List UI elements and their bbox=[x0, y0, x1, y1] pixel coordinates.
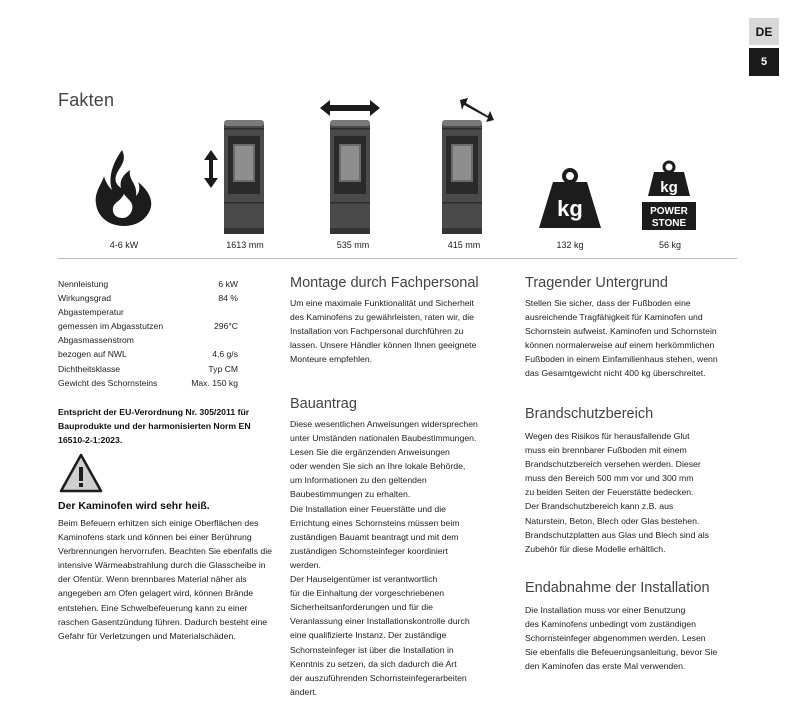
spec-row: Wirkungsgrad 84 % bbox=[58, 293, 238, 304]
facts-title: Fakten bbox=[58, 90, 115, 110]
endabnahme-text: Die Installation muss vor einer Benutzung des Kaminofens unbedingt vom zuständigen Schornsteinfeger abgenommen werden. Lesen Sie ebenfalls die Befeuerungsanleitung, bevor Sie den Kaminofen das erste Mal verwenden. bbox=[525, 605, 718, 672]
spec-table bbox=[58, 277, 238, 390]
stove-height-icon bbox=[198, 118, 270, 241]
untergrund-title: Tragender Untergrund bbox=[525, 275, 668, 291]
page-number: 5 bbox=[749, 48, 779, 76]
fact-label-power: 4-6 kW bbox=[109, 240, 139, 250]
spec-row: Abgastemperatur bbox=[58, 307, 124, 318]
bauantrag-text: Diese wesentlichen Anweisungen widersprechen unter Umständen nationalen Baubestimmungen. Lesen Sie die ergänzenden Anweisungen oder wenden Sie sich an Ihre lokale Behörde, um Informationen zu den geltenden Baubestimmungen zu erhalten. Die Installation einer Feuerstätte und die Errichtung eines Schornsteins müssen beim zuständigen Bauamt beantragt und mit dem zuständigen Schornsteinfeger koordiniert werden. Der Hauseigentümer ist verantwortlich für die Einhaltung der vorgeschriebenen Sicherheitsanforderungen und für die Veranlassung einer Installationskontrolle durch eine qualifizierte Instanz. Der zuständige Schornsteinfeger ist über die Installation in Kenntnis zu setzen, da sich dadurch die Art der auszuführenden Schornsteinfegerarbeiten ändert. bbox=[290, 419, 478, 697]
regulation-note: Entspricht der EU-Verordnung Nr. 305/2011 für Bauprodukte und der harmonisierten Norm EN 16510-2-1:2023. bbox=[58, 407, 251, 445]
spec-row: Nennleistung 6 kW bbox=[58, 279, 238, 289]
fact-label-depth: 415 mm bbox=[447, 240, 481, 250]
powerstone-line2: STONE bbox=[651, 218, 687, 229]
spec-row: Gewicht des Schornsteins Max. 150 kg bbox=[58, 377, 238, 388]
warning-icon bbox=[58, 452, 104, 499]
spec-row: gemessen im Abgasstutzen 296°C bbox=[58, 321, 238, 332]
untergrund-text: Stellen Sie sicher, dass der Fußboden eine ausreichende Tragfähigkeit für Kaminofen und Schornstein aufweist. Kaminofen und Schornstein können normalerweise auf einem herkömmlichen Fußboden in einem Einfamilienhaus stehen, wenn das Gesamtgewicht nicht 400 kg überschreitet. bbox=[525, 298, 718, 379]
warning-title: Der Kaminofen wird sehr heiß. bbox=[58, 500, 210, 512]
stove-depth-icon bbox=[432, 96, 504, 241]
fact-label-powerstone: 56 kg bbox=[658, 240, 682, 250]
warning-text: Beim Befeuern erhitzen sich einige Oberflächen des Kaminofens stark und können bei einer Berührung Verbrennungen hervorrufen. Beachten Sie ebenfalls die intensive Wärmeabstrahlung durch die Glasscheibe in der Ofentür. Wenn brennbares Material näher als angegeben am Ofen gelagert wird, können Brände entstehen. Eine Schwelbefeuerung kann zu einer raschen Gasentzündung führen. Dadurch besteht eine Gefahr für Verletzungen und Materialschäden. bbox=[58, 518, 272, 641]
brandschutz-text: Wegen des Risikos für herausfallende Glut muss ein brennbarer Fußboden mit einem Brandschutzbereich versehen werden. Dieser muss den Bereich 500 mm vor und 300 mm zu beiden Seiten der Feuerstätte bedecken. Der Brandschutzbereich kann z.B. aus Naturstein, Beton, Blech oder Glas bestehen. Brandschutzplatten aus Glas und Blech sind als Zubehör für diese Modelle erhältlich. bbox=[525, 431, 709, 554]
powerstone-icon bbox=[640, 160, 698, 237]
montage-text: Um eine maximale Funktionalität und Sicherheit des Kaminofens zu gewährleisten, raten wir, die Installation von Fachpersonal durchführen zu lassen. Unsere Händler können Ihnen geeignete Monteure empfehlen. bbox=[290, 298, 477, 365]
montage-title: Montage durch Fachpersonal bbox=[290, 275, 479, 291]
fact-label-width: 535 mm bbox=[336, 240, 370, 250]
spec-row: Abgasmassenstrom bbox=[58, 335, 134, 346]
language-tab: DE bbox=[749, 18, 779, 45]
spec-row: Dichtheitsklasse Typ CM bbox=[58, 363, 238, 374]
divider bbox=[58, 258, 737, 259]
spec-row: bezogen auf NWL 4,6 g/s bbox=[58, 349, 238, 360]
powerstone-kg-text: kg bbox=[660, 179, 678, 196]
flame-icon bbox=[88, 148, 160, 233]
stove-width-icon bbox=[316, 98, 388, 241]
fact-label-height: 1613 mm bbox=[226, 240, 264, 250]
fact-label-weight: 132 kg bbox=[556, 240, 584, 250]
endabnahme-title: Endabnahme der Installation bbox=[525, 580, 710, 596]
powerstone-line1: POWER bbox=[650, 206, 688, 217]
weight-icon bbox=[537, 168, 603, 235]
bauantrag-title: Bauantrag bbox=[290, 396, 357, 412]
weight-icon-text: kg bbox=[557, 196, 583, 221]
brandschutz-title: Brandschutzbereich bbox=[525, 406, 654, 422]
